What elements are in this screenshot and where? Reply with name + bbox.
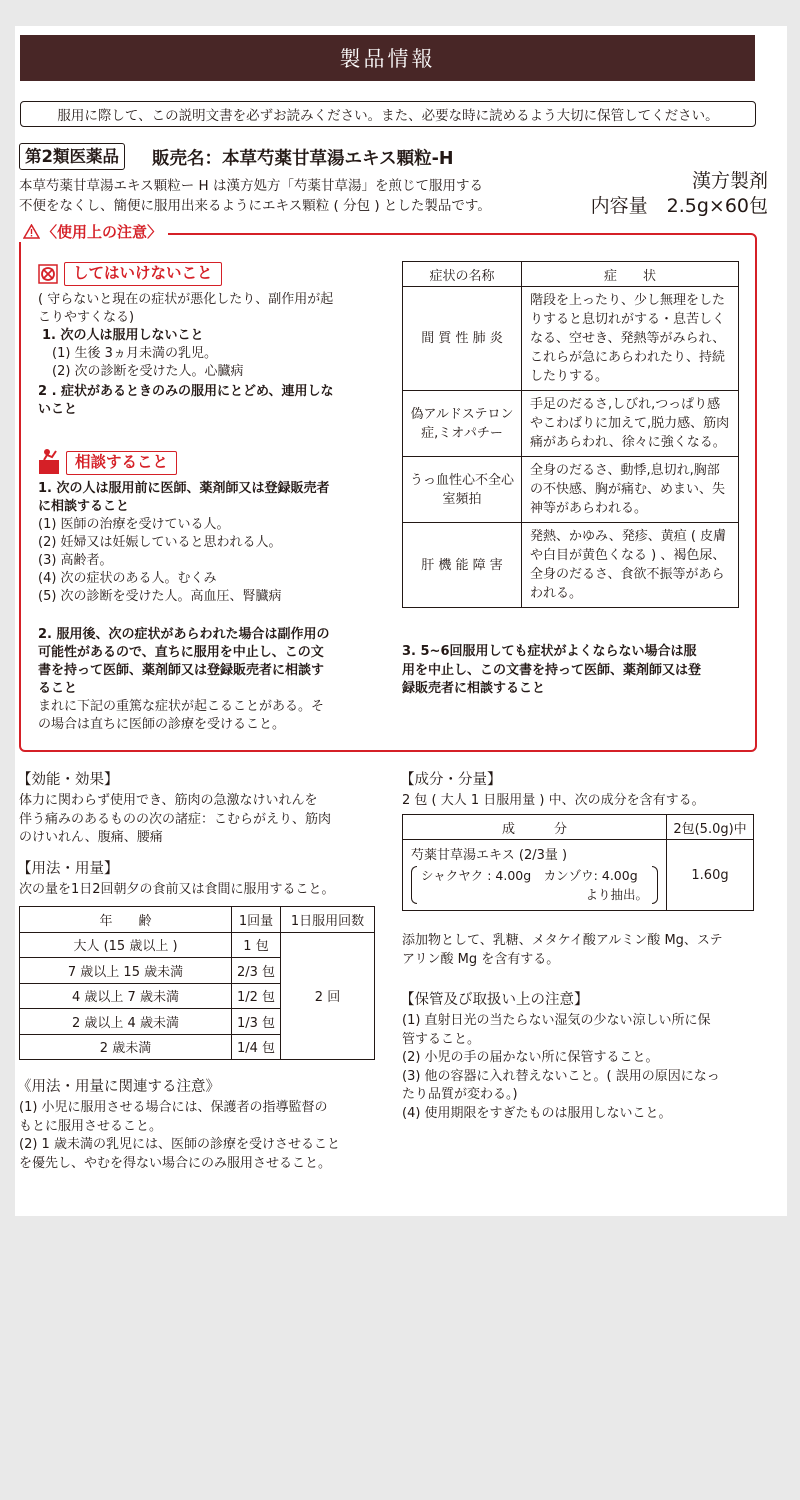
additives-line: 添加物として、乳糖、メタケイ酸アルミン酸 Mg、ステ (402, 933, 723, 948)
storage-line: たり品質が変わる。) (402, 1087, 518, 1102)
symptom-table (402, 261, 739, 608)
consult-sub-item: (1) 医師の治療を受けている人。 (38, 517, 230, 532)
consult-item-2: 2. 服用後、次の症状があらわれた場合は副作用の (38, 627, 330, 642)
consult-person-icon (38, 447, 60, 475)
prohibited-label: してはいけないこと (64, 262, 222, 286)
consult-item-3-line: 録販売者に相談すること (402, 681, 546, 696)
age-cell: 2 歳以上 4 歳未満 (20, 1009, 232, 1035)
storage-title: 【保管及び取扱い上の注意】 (400, 992, 589, 1008)
consult-sub-item: (2) 妊婦又は妊娠していると思われる人。 (38, 535, 282, 550)
ingredients-table (402, 814, 754, 911)
prohibited-section (38, 291, 390, 419)
consult-section (38, 480, 390, 606)
ingredient-sub-content (417, 866, 652, 904)
consult-sub-item: (3) 高齢者。 (38, 553, 113, 568)
dose-cell: 1/2 包 (232, 983, 281, 1009)
dosage-table (19, 906, 375, 1060)
prohibited-item-2: 2 . 症状があるときのみの服用にとどめ、連用しな (38, 384, 334, 399)
table-row (403, 840, 754, 911)
efficacy-text (19, 792, 384, 848)
drug-class-badge: 第2類医薬品 (19, 143, 125, 170)
table-header-row (20, 907, 375, 933)
usage-note-line: もとに服用させること。 (19, 1118, 163, 1134)
efficacy-title: 【効能・効果】 (17, 772, 119, 788)
usage-note-line: (2) 1 歳未満の乳児には、医師の診療を受けさせること (19, 1137, 340, 1152)
consult-item-3 (402, 643, 742, 699)
prohibited-item-1a: (1) 生後 3ヵ月未満の乳児。 (52, 346, 217, 361)
symptom-desc: 発熱、かゆみ、発疹、黄疸 ( 皮膚や白目が黄色くなる ) 、褐色尿、全身のだるさ、食欲不振等があらわれる。 (522, 523, 739, 608)
product-intro (19, 176, 539, 216)
additives-line: アリン酸 Mg を含有する。 (402, 951, 560, 967)
table-header-row (403, 262, 739, 287)
storage-line: (1) 直射日光の当たらない湿気の少ない涼しい所に保 (402, 1013, 711, 1028)
consult-item-2-note: まれに下記の重篤な症状が起こることがある。そ (38, 699, 325, 714)
product-capacity: 内容量 2.5g×60包 (590, 195, 768, 217)
ingredients-text: 2 包 ( 大人 1 日服用量 ) 中、次の成分を含有する。 (402, 793, 705, 808)
age-cell: 2 歳未満 (20, 1034, 232, 1060)
table-header: 1回量 (232, 907, 281, 933)
times-cell: 2 回 (281, 932, 375, 1060)
dose-cell: 2/3 包 (232, 958, 281, 984)
ingredients-title: 【成分・分量】 (400, 772, 502, 788)
ingredient-main: 芍薬甘草湯エキス (2/3量 ) (411, 848, 568, 863)
prohibited-item-1b: (2) 次の診断を受けた人。心臓病 (52, 364, 244, 379)
age-cell: 4 歳以上 7 歳未満 (20, 983, 232, 1009)
efficacy-line: 伴う痛みのあるものの次の諸症：こむらがえり、筋肉 (19, 811, 332, 827)
symptom-name: 偽アルドステロン症,ミオパチー (403, 391, 522, 457)
storage-line: (4) 使用期限をすぎたものは服用しないこと。 (402, 1105, 672, 1121)
dose-cell: 1 包 (232, 932, 281, 958)
symptom-name: 間 質 性 肺 炎 (403, 287, 522, 391)
consult-item-2: ること (38, 681, 78, 696)
dose-cell: 1/3 包 (232, 1009, 281, 1035)
bracket-right (652, 866, 658, 904)
warning-triangle-icon (23, 224, 40, 239)
table-row (403, 523, 739, 608)
consult-sub-item: (4) 次の症状のある人。むくみ (38, 571, 217, 586)
age-cell: 大人 (15 歳以上 ) (20, 932, 232, 958)
additives-text (402, 932, 757, 969)
table-row (403, 287, 739, 391)
intro-line: 本草芍薬甘草湯エキス顆粒ー H は漢方処方「芍薬甘草湯」を煎じて服用する (19, 178, 483, 194)
ingredient-cell (403, 840, 667, 911)
age-cell: 7 歳以上 15 歳未満 (20, 958, 232, 984)
table-row (20, 932, 375, 958)
dose-cell: 1/4 包 (232, 1034, 281, 1060)
consult-section-2 (38, 626, 390, 734)
page-title: 製品情報 (20, 35, 755, 81)
prohibited-header (38, 262, 222, 286)
usage-notice: 服用に際して、この説明文書を必ずお読みください。また、必要な時に読めるよう大切に保管してください。 (20, 101, 756, 127)
table-header: 成 分 (403, 815, 667, 840)
table-header: 症状の名称 (403, 262, 522, 287)
consult-item-2: 書を持って医師、薬剤師又は登録販売者に相談す (38, 663, 325, 678)
efficacy-line: のけいれん、腹痛、腰痛 (19, 830, 163, 845)
storage-line: (2) 小児の手の届かない所に保管すること。 (402, 1050, 659, 1065)
table-header: 2包(5.0g)中 (667, 815, 754, 840)
prohibited-note: こりやすくなる) (38, 310, 135, 325)
consult-item-1: に相談すること (38, 499, 130, 514)
usage-title: 【用法・用量】 (17, 861, 119, 877)
storage-line: 管すること。 (402, 1031, 481, 1047)
usage-text: 次の量を1日2回朝夕の食前又は食間に服用すること。 (19, 882, 335, 897)
ingredient-sub-line: シャクヤク : 4.00g カンゾウ: 4.00g (421, 868, 638, 883)
symptom-desc: 階段を上ったり、少し無理をしたりすると息切れがする・息苦しくなる、空せき、発熱等がみられ、これらが急にあらわれたり、持続したりする。 (522, 287, 739, 391)
consult-item-1: 1. 次の人は服用前に医師、薬剤師又は登録販売者 (38, 481, 330, 496)
efficacy-line: 体力に関わらず使用でき、筋肉の急激なけいれんを (19, 793, 318, 808)
consult-label: 相談すること (66, 451, 177, 475)
consult-sub-item: (5) 次の診断を受けた人。高血圧、腎臓病 (38, 589, 282, 604)
ingredient-sub (411, 866, 658, 904)
symptom-desc: 手足のだるさ,しびれ,つっぱり感やこわばりに加えて,脱力感、筋肉痛があらわれ、徐々に強くなる。 (522, 391, 739, 457)
caution-title-text: 〈使用上の注意〉 (42, 223, 163, 241)
prohibited-note: ( 守らないと現在の症状が悪化したり、副作用が起 (38, 292, 334, 307)
symptom-desc: 全身のだるさ、動悸,息切れ,胸部の不快感、胸が痛む、めまい、失神等があらわれる。 (522, 457, 739, 523)
consult-item-3-line: 3. 5~6回服用しても症状がよくならない場合は服 (402, 644, 697, 659)
product-type: 漢方製剤 (691, 170, 768, 192)
consult-item-2: 可能性があるので、直ちに服用を中止し、この文 (38, 645, 324, 660)
usage-note-line: (1) 小児に服用させる場合には、保護者の指導監督の (19, 1100, 328, 1115)
table-header: 年 齢 (20, 907, 232, 933)
storage-line: (3) 他の容器に入れ替えないこと。( 誤用の原因になっ (402, 1068, 720, 1084)
prohibited-icon (38, 264, 58, 284)
usage-note-line: を優先し、やむを得ない場合にのみ服用させること。 (19, 1155, 332, 1171)
table-header: 1日服用回数 (281, 907, 375, 933)
usage-notes-text (19, 1099, 384, 1173)
consult-header (38, 447, 177, 475)
table-header: 症 状 (522, 262, 739, 287)
consult-item-3-line: 用を中止し、この文書を持って医師、薬剤師又は登 (402, 662, 702, 678)
prohibited-item-1: 1. 次の人は服用しないこと (42, 328, 204, 343)
sales-name: 販売名：本草芍薬甘草湯エキス顆粒-H (152, 149, 454, 169)
consult-item-2-note: の場合は直ちに医師の診療を受けること。 (38, 717, 286, 732)
ingredient-sub-line: より抽出。 (585, 887, 648, 902)
prohibited-item-2: いこと (38, 402, 78, 417)
intro-line: 不便をなくし、簡便に服用出来るようにエキス顆粒 ( 分包 ) とした製品です。 (19, 198, 491, 214)
storage-text (402, 1012, 757, 1123)
usage-notes-title: 《用法・用量に関連する注意》 (17, 1079, 220, 1095)
table-header-row (403, 815, 754, 840)
ingredient-amount: 1.60g (667, 840, 754, 911)
caution-title (17, 221, 168, 242)
table-row (403, 457, 739, 523)
symptom-name: 肝 機 能 障 害 (403, 523, 522, 608)
table-row (403, 391, 739, 457)
symptom-name: うっ血性心不全心室頻拍 (403, 457, 522, 523)
